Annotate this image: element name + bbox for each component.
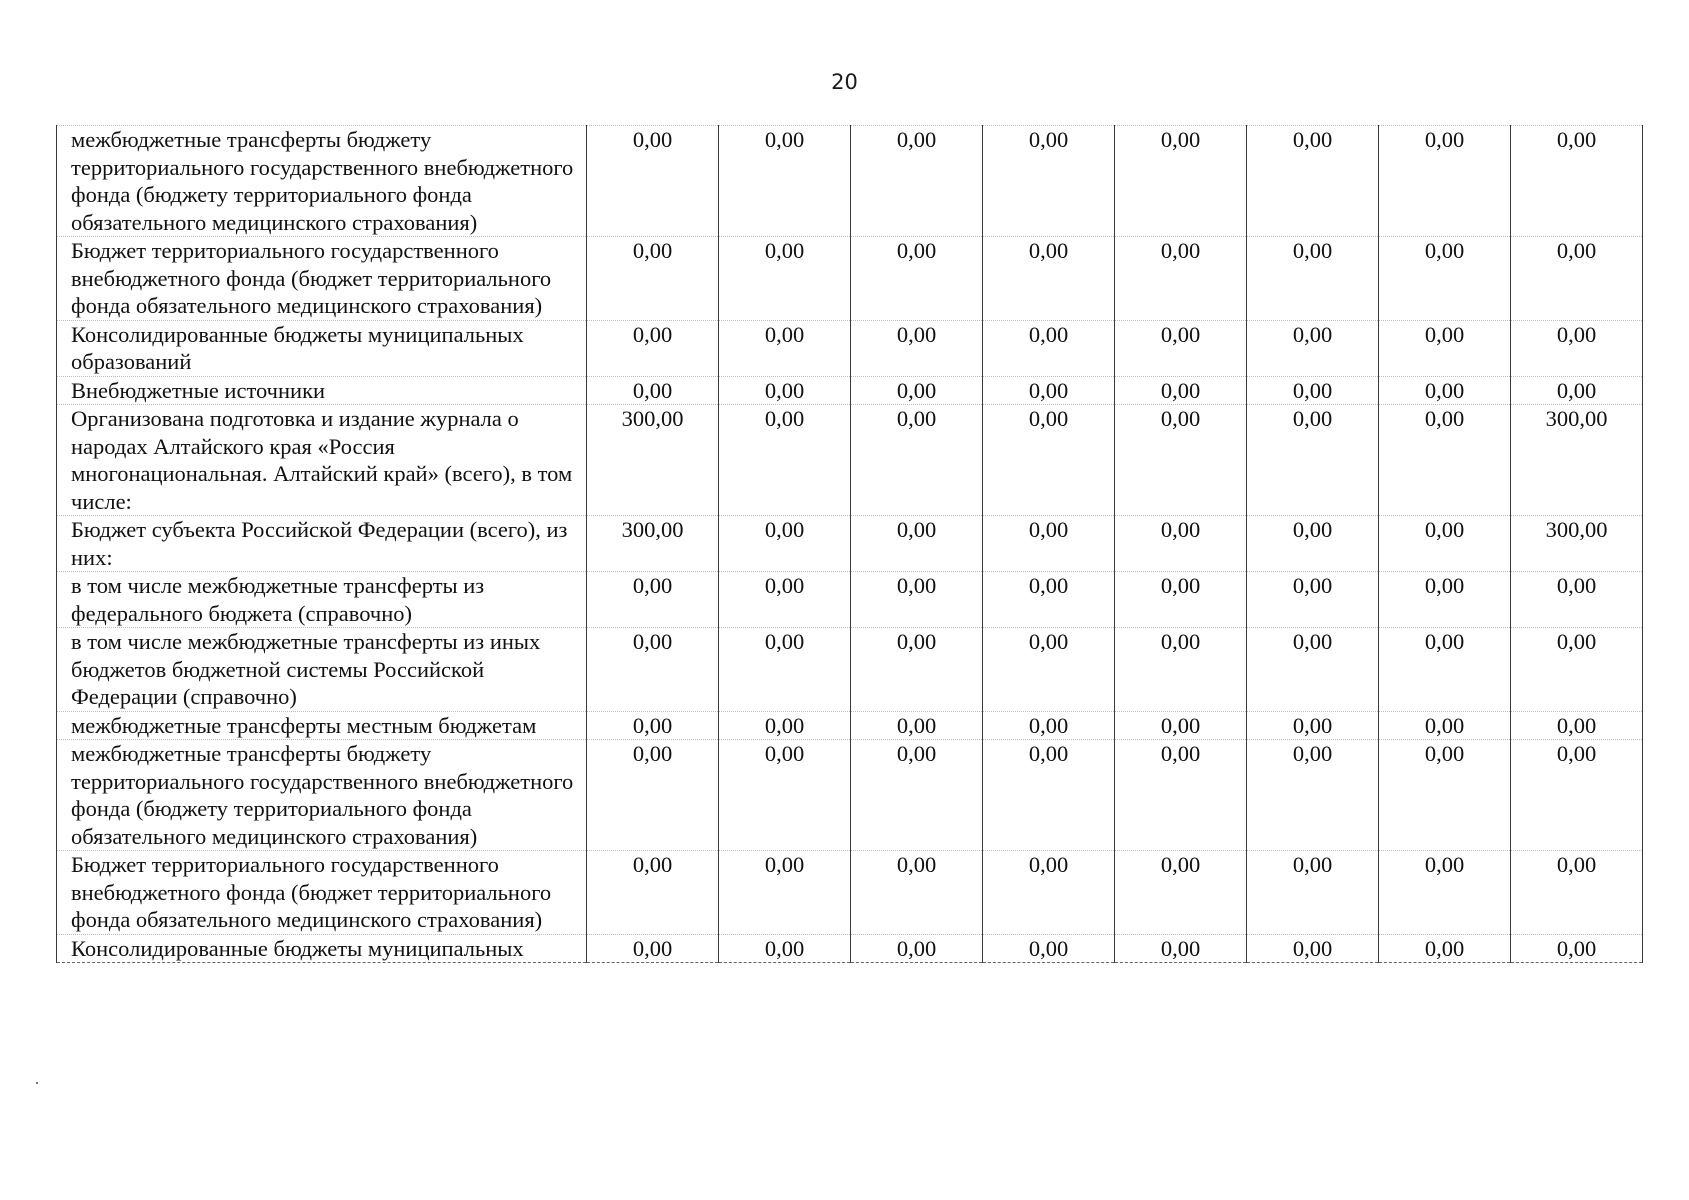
value-cell: 0,00 — [1247, 572, 1379, 628]
table-row — [57, 934, 1643, 963]
value-cell: 0,00 — [587, 628, 719, 712]
value-cell: 0,00 — [719, 934, 851, 963]
value-cell: 0,00 — [587, 320, 719, 376]
table-row — [57, 711, 1643, 740]
value-cell: 0,00 — [587, 740, 719, 851]
value-cell: 0,00 — [719, 320, 851, 376]
value-cell: 300,00 — [587, 405, 719, 516]
value-cell: 0,00 — [851, 126, 983, 237]
table-row — [57, 628, 1643, 712]
row-label: Бюджет территориального государственного внебюджетного фонда (бюджет территориального фонда обязательного медицинского страхования) — [57, 851, 587, 935]
value-cell: 0,00 — [851, 711, 983, 740]
value-cell: 0,00 — [1247, 711, 1379, 740]
value-cell: 300,00 — [1511, 405, 1643, 516]
value-cell: 0,00 — [719, 628, 851, 712]
value-cell: 0,00 — [1511, 126, 1643, 237]
value-cell: 0,00 — [1511, 376, 1643, 405]
value-cell: 0,00 — [851, 572, 983, 628]
value-cell: 0,00 — [983, 628, 1115, 712]
value-cell: 0,00 — [1247, 320, 1379, 376]
value-cell: 0,00 — [983, 572, 1115, 628]
value-cell: 0,00 — [719, 851, 851, 935]
value-cell: 300,00 — [587, 516, 719, 572]
value-cell: 0,00 — [587, 376, 719, 405]
row-label: Внебюджетные источники — [57, 376, 587, 405]
row-label: Бюджет территориального государственного внебюджетного фонда (бюджет территориального фонда обязательного медицинского страхования) — [57, 237, 587, 321]
value-cell: 0,00 — [1511, 320, 1643, 376]
value-cell: 0,00 — [719, 711, 851, 740]
value-cell: 0,00 — [1247, 405, 1379, 516]
value-cell: 0,00 — [587, 572, 719, 628]
value-cell: 0,00 — [1115, 851, 1247, 935]
value-cell: 0,00 — [719, 572, 851, 628]
value-cell: 0,00 — [719, 405, 851, 516]
row-label: в том числе межбюджетные трансферты из иных бюджетов бюджетной системы Российской Федерации (справочно) — [57, 628, 587, 712]
value-cell: 0,00 — [983, 320, 1115, 376]
table-row — [57, 376, 1643, 405]
value-cell: 0,00 — [1115, 237, 1247, 321]
value-cell: 0,00 — [587, 126, 719, 237]
value-cell: 0,00 — [587, 711, 719, 740]
value-cell: 0,00 — [1511, 572, 1643, 628]
value-cell: 0,00 — [1247, 628, 1379, 712]
value-cell: 0,00 — [983, 934, 1115, 963]
value-cell: 0,00 — [851, 740, 983, 851]
row-label: Консолидированные бюджеты муниципальных образований — [57, 320, 587, 376]
value-cell: 0,00 — [983, 851, 1115, 935]
value-cell: 0,00 — [1247, 126, 1379, 237]
value-cell: 0,00 — [1115, 126, 1247, 237]
value-cell: 0,00 — [1511, 934, 1643, 963]
value-cell: 0,00 — [587, 851, 719, 935]
value-cell: 0,00 — [851, 376, 983, 405]
value-cell: 0,00 — [587, 934, 719, 963]
value-cell: 0,00 — [983, 237, 1115, 321]
value-cell: 0,00 — [1511, 711, 1643, 740]
value-cell: 0,00 — [1379, 237, 1511, 321]
value-cell: 0,00 — [1115, 405, 1247, 516]
value-cell: 0,00 — [851, 934, 983, 963]
row-label: Организована подготовка и издание журнала о народах Алтайского края «Россия многонациональная. Алтайский край» (всего), в том числе: — [57, 405, 587, 516]
table-row — [57, 405, 1643, 516]
value-cell: 0,00 — [851, 405, 983, 516]
row-label: Бюджет субъекта Российской Федерации (всего), из них: — [57, 516, 587, 572]
value-cell: 0,00 — [1379, 126, 1511, 237]
value-cell: 0,00 — [1511, 628, 1643, 712]
value-cell: 0,00 — [719, 516, 851, 572]
value-cell: 0,00 — [1247, 851, 1379, 935]
value-cell: 0,00 — [1247, 376, 1379, 405]
value-cell: 0,00 — [719, 740, 851, 851]
value-cell: 300,00 — [1511, 516, 1643, 572]
value-cell: 0,00 — [1115, 740, 1247, 851]
value-cell: 0,00 — [1247, 237, 1379, 321]
row-label: в том числе межбюджетные трансферты из федерального бюджета (справочно) — [57, 572, 587, 628]
row-label: Консолидированные бюджеты муниципальных — [57, 934, 587, 963]
value-cell: 0,00 — [983, 376, 1115, 405]
row-label: межбюджетные трансферты бюджету территориального государственного внебюджетного фонда (бюджету территориального фонда обязательного медицинского страхования) — [57, 740, 587, 851]
value-cell: 0,00 — [1247, 934, 1379, 963]
value-cell: 0,00 — [1115, 572, 1247, 628]
value-cell: 0,00 — [719, 126, 851, 237]
value-cell: 0,00 — [1379, 851, 1511, 935]
value-cell: 0,00 — [983, 711, 1115, 740]
value-cell: 0,00 — [983, 740, 1115, 851]
value-cell: 0,00 — [1511, 237, 1643, 321]
table-row — [57, 237, 1643, 321]
value-cell: 0,00 — [1379, 516, 1511, 572]
value-cell: 0,00 — [1247, 516, 1379, 572]
table-row — [57, 572, 1643, 628]
value-cell: 0,00 — [1115, 711, 1247, 740]
value-cell: 0,00 — [1379, 572, 1511, 628]
row-label: межбюджетные трансферты бюджету территориального государственного внебюджетного фонда (бюджету территориального фонда обязательного медицинского страхования) — [57, 126, 587, 237]
value-cell: 0,00 — [1115, 934, 1247, 963]
value-cell: 0,00 — [983, 405, 1115, 516]
value-cell: 0,00 — [1379, 740, 1511, 851]
budget-table-container — [56, 125, 1642, 963]
value-cell: 0,00 — [1115, 320, 1247, 376]
table-row — [57, 516, 1643, 572]
value-cell: 0,00 — [587, 237, 719, 321]
value-cell: 0,00 — [1511, 851, 1643, 935]
value-cell: 0,00 — [1379, 376, 1511, 405]
value-cell: 0,00 — [983, 126, 1115, 237]
value-cell: 0,00 — [983, 516, 1115, 572]
value-cell: 0,00 — [1379, 711, 1511, 740]
value-cell: 0,00 — [719, 376, 851, 405]
value-cell: 0,00 — [851, 851, 983, 935]
page-number: 20 — [831, 70, 858, 94]
value-cell: 0,00 — [851, 628, 983, 712]
value-cell: 0,00 — [1247, 740, 1379, 851]
value-cell: 0,00 — [1511, 740, 1643, 851]
table-row — [57, 126, 1643, 237]
row-label: межбюджетные трансферты местным бюджетам — [57, 711, 587, 740]
value-cell: 0,00 — [719, 237, 851, 321]
value-cell: 0,00 — [1115, 516, 1247, 572]
table-body — [57, 126, 1643, 963]
value-cell: 0,00 — [1379, 320, 1511, 376]
value-cell: 0,00 — [1379, 628, 1511, 712]
budget-table — [56, 125, 1643, 963]
table-row — [57, 320, 1643, 376]
value-cell: 0,00 — [1379, 934, 1511, 963]
value-cell: 0,00 — [1379, 405, 1511, 516]
value-cell: 0,00 — [1115, 376, 1247, 405]
table-row — [57, 851, 1643, 935]
value-cell: 0,00 — [851, 320, 983, 376]
value-cell: 0,00 — [1115, 628, 1247, 712]
table-row — [57, 740, 1643, 851]
value-cell: 0,00 — [851, 516, 983, 572]
value-cell: 0,00 — [851, 237, 983, 321]
scan-speck — [36, 1082, 38, 1084]
